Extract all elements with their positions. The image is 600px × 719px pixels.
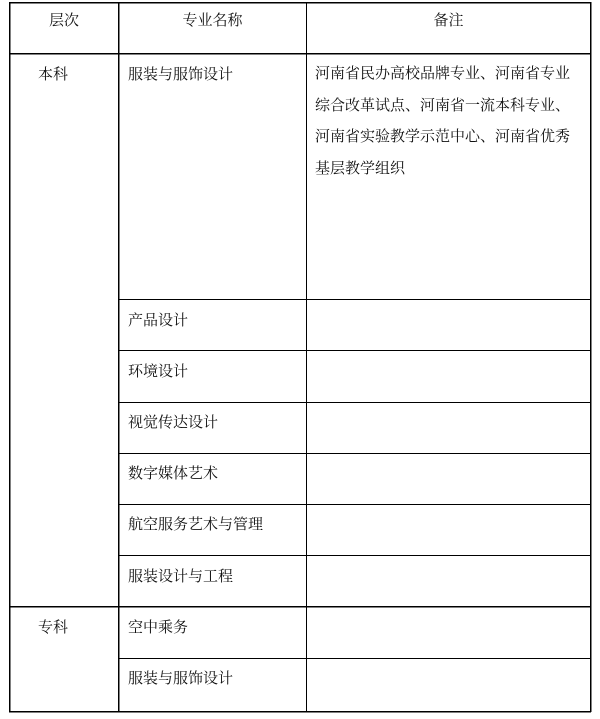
major-name: 数字媒体艺术 (128, 464, 219, 482)
major-name: 视觉传达设计 (128, 413, 219, 431)
header-remark: 备注 (433, 11, 464, 29)
level-junior-college: 专科 (38, 618, 69, 636)
header-major-name: 专业名称 (182, 11, 243, 29)
major-name: 服装与服饰设计 (128, 65, 234, 83)
major-name: 航空服务艺术与管理 (128, 515, 264, 533)
major-name: 环境设计 (128, 362, 189, 380)
major-name: 空中乘务 (128, 618, 189, 636)
major-name: 服装与服饰设计 (128, 669, 234, 687)
level-undergraduate: 本科 (38, 65, 69, 83)
major-remark: 河南省民办高校品牌专业、河南省专业综合改革试点、河南省一流本科专业、河南省实验教学示范中心、河南省优秀基层教学组织 (315, 64, 571, 177)
major-name: 服装设计与工程 (128, 567, 234, 585)
major-name: 产品设计 (128, 311, 189, 329)
header-level: 层次 (48, 11, 79, 29)
